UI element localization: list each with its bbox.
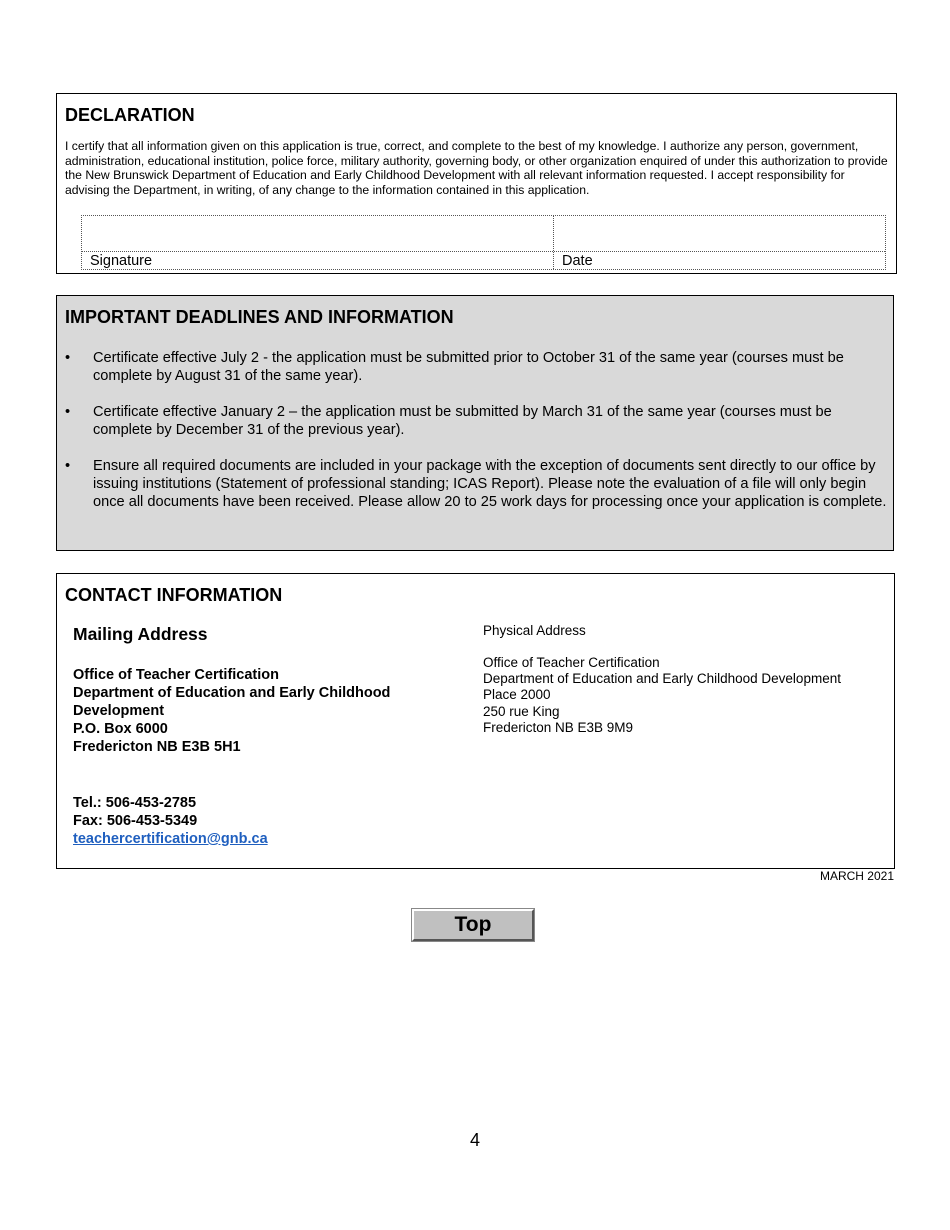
page-number: 4: [469, 1130, 480, 1150]
physical-address-title: Physical Address: [483, 623, 586, 638]
telephone: Tel.: 506-453-2785: [73, 795, 197, 811]
mailing-address-title: Mailing Address: [73, 624, 208, 644]
fax: Fax: 506-453-5349: [73, 813, 198, 829]
date-field[interactable]: [554, 216, 885, 251]
phone-info: [73, 794, 268, 848]
deadlines-heading: IMPORTANT DEADLINES AND INFORMATION: [65, 307, 454, 327]
date-label: Date: [562, 253, 593, 269]
deadlines-list: [65, 349, 887, 529]
bullet-icon: •: [65, 350, 71, 366]
bullet-icon: •: [65, 458, 71, 474]
signature-field[interactable]: [82, 216, 553, 251]
revision-date: MARCH 2021: [819, 869, 894, 883]
email-link[interactable]: teachercertification@gnb.ca: [73, 831, 268, 847]
declaration-section: [56, 93, 897, 274]
signature-table: [81, 215, 886, 270]
declaration-text: I certify that all information given on this application is true, correct, and complete to the best of my knowledge. I authorize any person, government, administration, educational institution, police force, military authority, governing body, or other organization enquired of under this authorization to provide the New Brunswick Department of Education and Early Childhood Development with all relevant information requested. I accept responsibility for advising the Department, in writing, of any change to the information contained in this application.: [65, 139, 888, 197]
physical-address: Office of Teacher Certification Department of Education and Early Childhood Development Place 2000 250 rue King Fredericton NB E3B 9M9: [483, 655, 841, 735]
list-item: • Certificate effective July 2 - the application must be submitted prior to October 31 of the same year (courses must be complete by August 31 of the same year).: [65, 350, 844, 384]
deadlines-section: [56, 295, 894, 551]
declaration-heading: DECLARATION: [65, 105, 195, 125]
signature-label: Signature: [90, 253, 153, 269]
contact-heading: CONTACT INFORMATION: [65, 585, 283, 605]
top-button[interactable]: Top: [412, 909, 534, 941]
list-item: • Ensure all required documents are included in your package with the exception of documents sent directly to our office by issuing institutions (Statement of professional standing; ICAS Report). Please note the evaluation of a file will only begin once all documents have been received. Please allow 20 to 25 work days for processing once your application is complete.: [65, 458, 887, 510]
bullet-icon: •: [65, 404, 71, 420]
mailing-address: Office of Teacher Certification Department of Education and Early Childhood Development P.O. Box 6000 Fredericton NB E3B 5H1: [73, 667, 391, 755]
contact-section: [56, 573, 895, 869]
list-item: • Certificate effective January 2 – the application must be submitted by March 31 of the same year (courses must be complete by December 31 of the previous year).: [65, 404, 832, 438]
